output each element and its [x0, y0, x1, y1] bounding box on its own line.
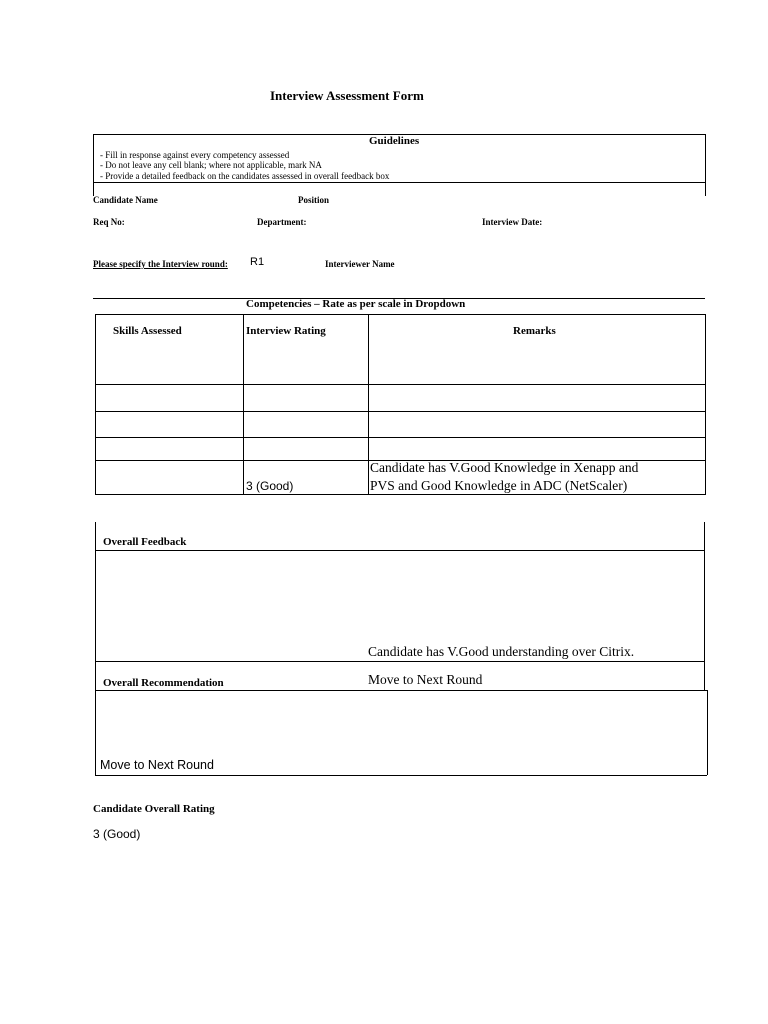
guideline-item: - Provide a detailed feedback on the candidates assessed in overall feedback box: [100, 171, 390, 181]
column-header-skills: Skills Assessed: [113, 325, 182, 337]
rating-cell[interactable]: 3 (Good): [246, 479, 294, 493]
candidate-overall-rating-label: Candidate Overall Rating: [93, 803, 215, 815]
req-no-label: Req No:: [93, 217, 125, 227]
overall-feedback-text[interactable]: Candidate has V.Good understanding over Citrix.: [368, 644, 635, 659]
guideline-item: - Fill in response against every competency assessed: [100, 150, 290, 160]
guidelines-heading: Guidelines: [369, 135, 420, 147]
department-label: Department:: [257, 217, 307, 227]
interview-round-label: Please specify the Interview round:: [93, 259, 228, 269]
candidate-overall-rating-value[interactable]: 3 (Good): [93, 827, 141, 841]
overall-feedback-label: Overall Feedback: [103, 536, 187, 548]
remarks-cell-line[interactable]: Candidate has V.Good Knowledge in Xenapp and: [370, 460, 639, 475]
guideline-item: - Do not leave any cell blank; where not applicable, mark NA: [100, 160, 322, 170]
interview-round-value[interactable]: R1: [250, 256, 265, 268]
recommendation-box-value[interactable]: Move to Next Round: [100, 758, 214, 772]
position-label: Position: [298, 195, 330, 205]
form-title: Interview Assessment Form: [270, 88, 424, 103]
column-header-remarks: Remarks: [513, 325, 556, 337]
remarks-cell-line[interactable]: PVS and Good Knowledge in ADC (NetScaler): [370, 478, 628, 493]
overall-recommendation-inline[interactable]: Move to Next Round: [368, 672, 483, 687]
interviewer-name-label: Interviewer Name: [325, 259, 395, 269]
overall-recommendation-label: Overall Recommendation: [103, 677, 224, 689]
competencies-heading: Competencies – Rate as per scale in Dropdown: [246, 298, 466, 310]
interview-date-label: Interview Date:: [482, 217, 543, 227]
column-header-rating: Interview Rating: [246, 325, 326, 337]
candidate-name-label: Candidate Name: [93, 195, 158, 205]
